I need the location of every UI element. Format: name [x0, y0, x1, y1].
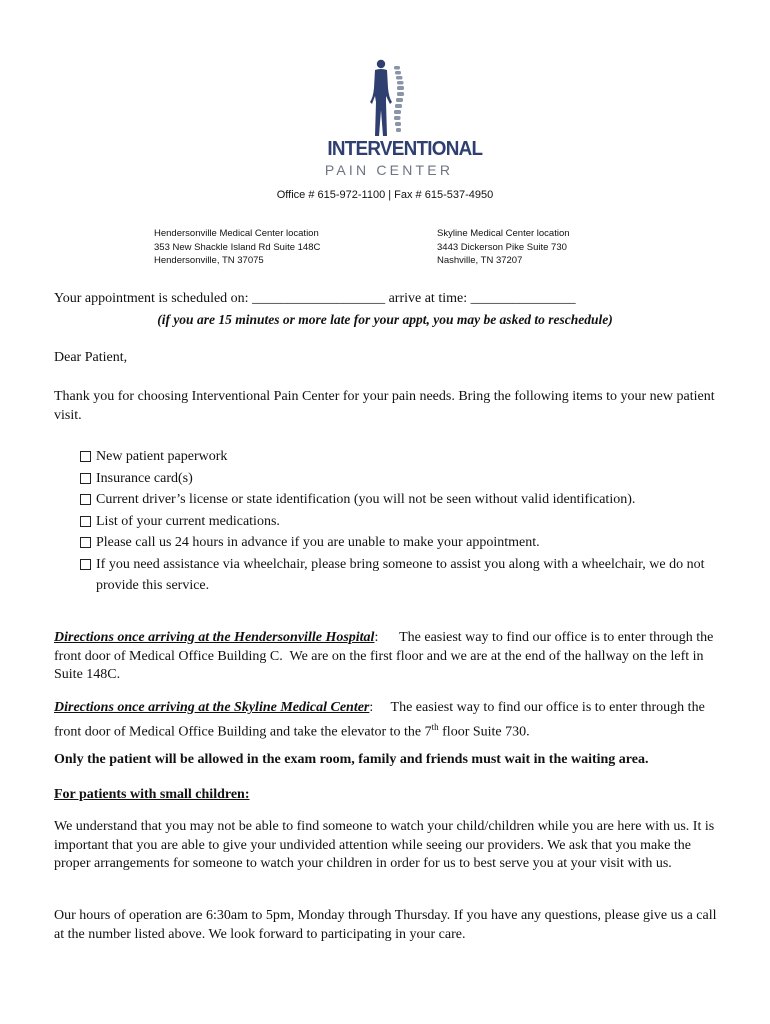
checkbox-icon — [80, 537, 91, 548]
location-name: Hendersonville Medical Center location — [154, 228, 319, 239]
checkbox-icon — [80, 559, 91, 570]
directions-text: The easiest way to find our office is to enter through the front door of Medical Office Building and take the elevator to the 7 — [54, 700, 709, 740]
directions-text-end: floor Suite 730. — [438, 724, 530, 740]
checklist — [78, 446, 728, 597]
checklist-text: Insurance card(s) — [96, 470, 193, 486]
ordinal-suffix: th — [431, 721, 439, 732]
checkbox-icon — [80, 494, 91, 505]
directions-colon: : — [369, 700, 374, 715]
directions-text: The easiest way to find our office is to enter through the front door of Medical Office Building C. We are on the first floor and we are at the end of the hallway on the left in Suite 148C. — [54, 630, 717, 682]
logo-line-1: INTERVENTIONAL — [327, 137, 483, 160]
checklist-item — [78, 468, 728, 490]
location-address-2: Nashville, TN 37207 — [437, 255, 523, 266]
appointment-date-blank: ___________________ — [252, 291, 386, 306]
logo-line-2: PAIN CENTER — [324, 162, 454, 178]
location-address-2: Hendersonville, TN 37075 — [154, 255, 264, 266]
checklist-text: New patient paperwork — [96, 449, 228, 464]
hendersonville-location — [154, 227, 320, 268]
late-arrival-note: (if you are 15 minutes or more late for your appt, you may be asked to reschedule) — [157, 312, 613, 327]
directions-colon: : — [374, 630, 379, 645]
hendersonville-directions — [54, 629, 724, 685]
checklist-item — [78, 446, 728, 468]
appointment-line — [54, 290, 724, 309]
children-heading: For patients with small children: — [54, 787, 250, 802]
checkbox-icon — [80, 473, 91, 484]
checklist-text: If you need assistance via wheelchair, please bring someone to assist you along with a wheelchair, we do not provide this service. — [96, 556, 705, 593]
skyline-directions — [54, 699, 724, 742]
arrive-time-label: arrive at time: — [385, 291, 471, 306]
directions-heading: Directions once arriving at the Skyline Medical Center — [54, 700, 370, 715]
location-name: Skyline Medical Center location — [437, 228, 570, 239]
checklist-text: List of your current medications. — [96, 513, 280, 529]
hours-paragraph: Our hours of operation are 6:30am to 5pm, Monday through Thursday. If you have any questions, please give us a call at the number listed above. We look forward to participating in your care. — [54, 908, 717, 942]
location-address-1: 353 New Shackle Island Rd Suite 148C — [154, 241, 321, 253]
checklist-item — [78, 511, 728, 533]
directions-heading: Directions once arriving at the Hendersonville Hospital — [54, 630, 375, 645]
checklist-text: Please call us 24 hours in advance if you are unable to make your appointment. — [96, 535, 540, 550]
location-address-1: 3443 Dickerson Pike Suite 730 — [437, 241, 567, 253]
checklist-item — [78, 532, 728, 554]
checklist-item — [78, 554, 728, 597]
waiting-area-note: Only the patient will be allowed in the exam room, family and friends must wait in the waiting area. — [54, 752, 649, 767]
intro-paragraph: Thank you for choosing Interventional Pain Center for your pain needs. Bring the following items to your new patient visit. — [54, 389, 715, 423]
checkbox-icon — [80, 516, 91, 527]
children-paragraph: We understand that you may not be able to find someone to watch your child/children while you are here with us. It is important that you are able to give your undivided attention while seeing our providers. We ask that you make the proper arrangements for someone to watch your children in order for us to best serve you at your visit with us. — [54, 819, 715, 871]
checkbox-icon — [80, 451, 91, 462]
skyline-location — [437, 227, 570, 268]
checklist-text: Current driver’s license or state identification (you will not be seen without valid identification). — [96, 492, 636, 507]
company-logo — [318, 58, 483, 183]
checklist-item — [78, 489, 728, 511]
greeting: Dear Patient, — [54, 350, 128, 365]
office-contact-line: Office # 615-972-1100 | Fax # 615-537-4950 — [276, 189, 494, 201]
arrive-time-blank: _______________ — [470, 291, 576, 306]
spine-figure-icon — [366, 58, 410, 138]
appointment-label: Your appointment is scheduled on: — [54, 291, 253, 306]
